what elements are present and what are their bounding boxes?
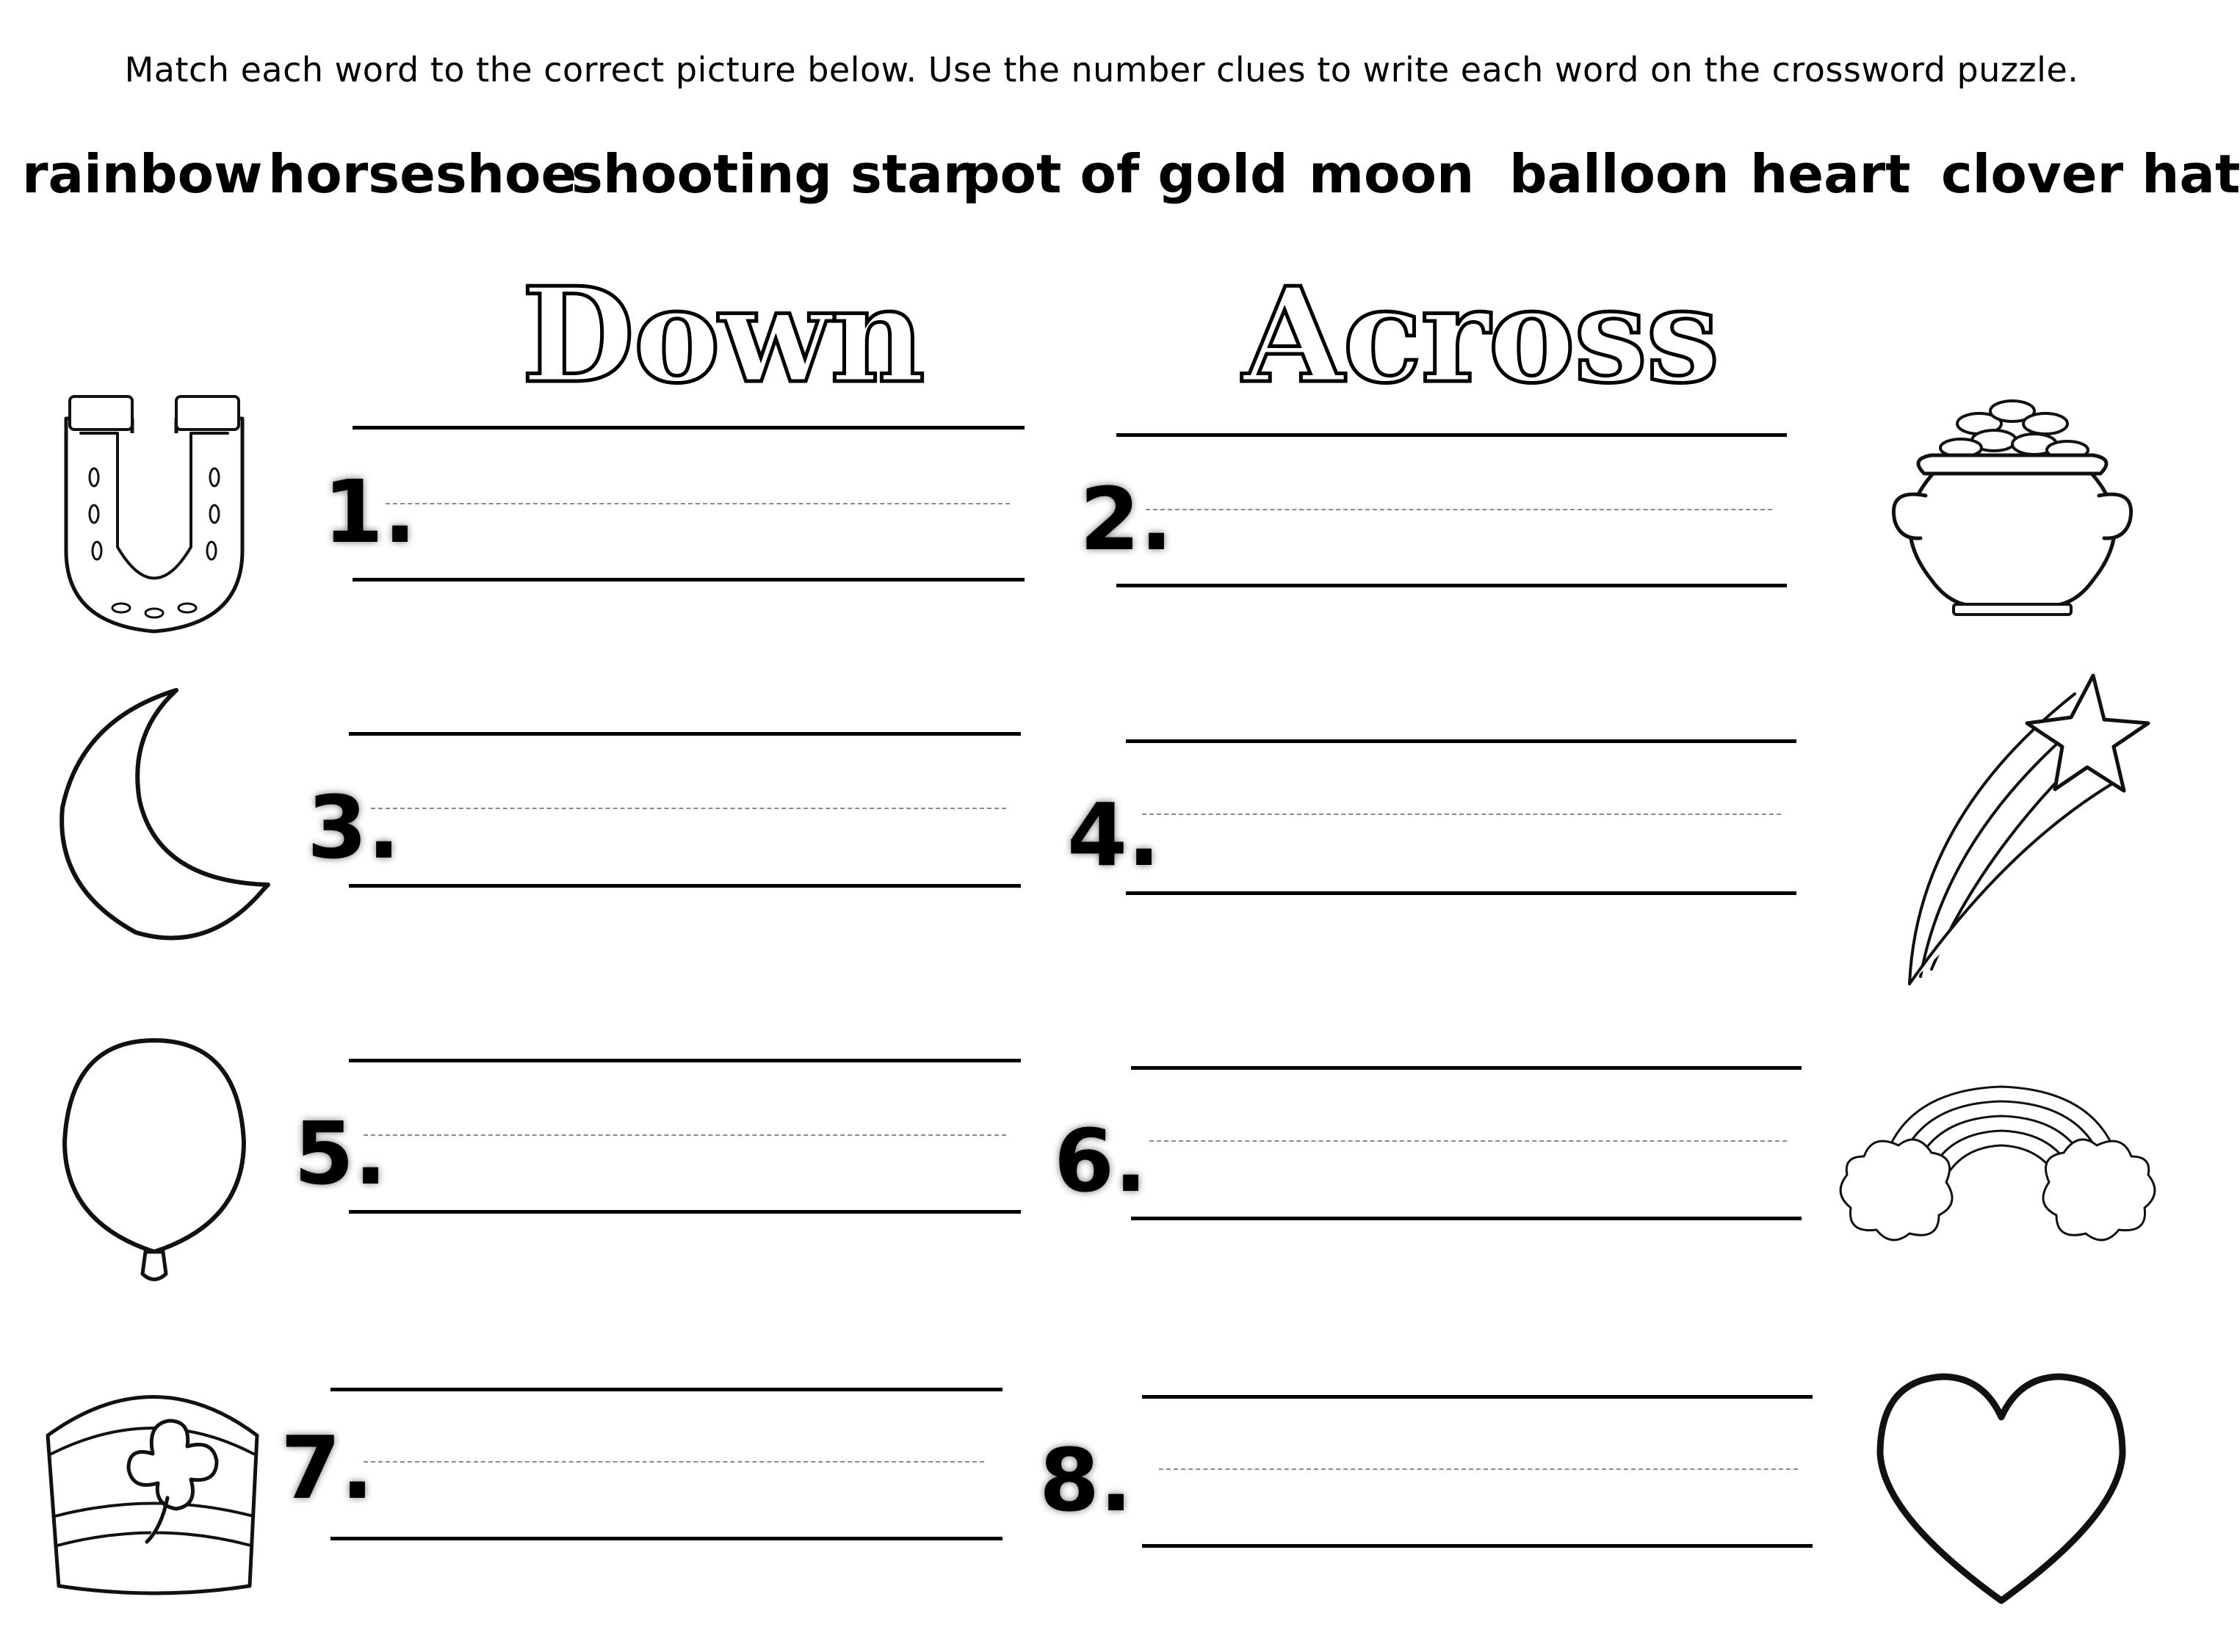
- across-heading: Across: [1243, 258, 1719, 412]
- writing-line-top-7: [330, 1388, 1002, 1391]
- word-bank-pot-of-gold: pot of gold: [962, 143, 1288, 205]
- writing-line-mid-8: [1159, 1468, 1798, 1470]
- word-bank-shooting-star: shooting star: [571, 143, 969, 205]
- clover-hat-icon: [37, 1358, 272, 1601]
- shooting-star-icon: [1895, 664, 2159, 988]
- down-heading: Down: [521, 258, 924, 412]
- writing-line-bottom-2[interactable]: [1116, 584, 1787, 587]
- word-bank-heart: heart: [1750, 143, 1911, 205]
- writing-line-top-1: [353, 426, 1025, 430]
- writing-line-bottom-1[interactable]: [353, 578, 1025, 582]
- writing-line-top-5: [349, 1059, 1021, 1062]
- clue-number-3: 3.: [307, 777, 400, 878]
- clue-number-6: 6.: [1054, 1110, 1147, 1211]
- writing-line-bottom-3[interactable]: [349, 884, 1021, 888]
- word-bank-horseshoe: horseshoe: [268, 143, 577, 205]
- rainbow-icon: [1829, 1076, 2167, 1245]
- writing-line-bottom-7[interactable]: [330, 1537, 1002, 1540]
- writing-line-mid-1: [386, 503, 1010, 504]
- clue-number-4: 4.: [1067, 784, 1160, 885]
- writing-line-mid-3: [371, 808, 1006, 809]
- clue-number-2: 2.: [1080, 468, 1173, 570]
- pot-of-gold-icon: [1880, 371, 2145, 620]
- writing-line-mid-4: [1142, 814, 1781, 815]
- clue-number-7: 7.: [281, 1417, 374, 1518]
- clue-number-1: 1.: [323, 461, 416, 562]
- horseshoe-icon: [51, 389, 257, 639]
- writing-line-top-3: [349, 732, 1021, 736]
- writing-line-top-6: [1131, 1066, 1802, 1070]
- word-bank-rainbow: rainbow: [22, 143, 263, 205]
- writing-line-top-4: [1126, 739, 1796, 743]
- balloon-icon: [51, 1032, 257, 1296]
- writing-line-bottom-4[interactable]: [1126, 891, 1796, 895]
- writing-line-mid-2: [1146, 509, 1772, 510]
- writing-line-bottom-8[interactable]: [1142, 1544, 1813, 1548]
- word-bank-moon: moon: [1309, 143, 1475, 205]
- writing-line-top-2: [1116, 433, 1787, 437]
- moon-icon: [48, 683, 275, 947]
- writing-line-mid-5: [364, 1134, 1006, 1136]
- word-bank-clover-hat: clover hat: [1941, 143, 2240, 205]
- clue-number-5: 5.: [294, 1103, 387, 1204]
- clue-number-8: 8.: [1039, 1430, 1132, 1531]
- heart-icon: [1869, 1366, 2134, 1608]
- word-bank-balloon: balloon: [1509, 143, 1730, 205]
- writing-line-mid-7: [364, 1461, 984, 1463]
- writing-line-mid-6: [1149, 1140, 1787, 1142]
- writing-line-bottom-6[interactable]: [1131, 1217, 1802, 1220]
- writing-line-bottom-5[interactable]: [349, 1210, 1021, 1214]
- writing-line-top-8: [1142, 1395, 1813, 1399]
- instructions-text: Match each word to the correct picture below. Use the number clues to write each word on the crossword puzzle.: [124, 50, 2079, 90]
